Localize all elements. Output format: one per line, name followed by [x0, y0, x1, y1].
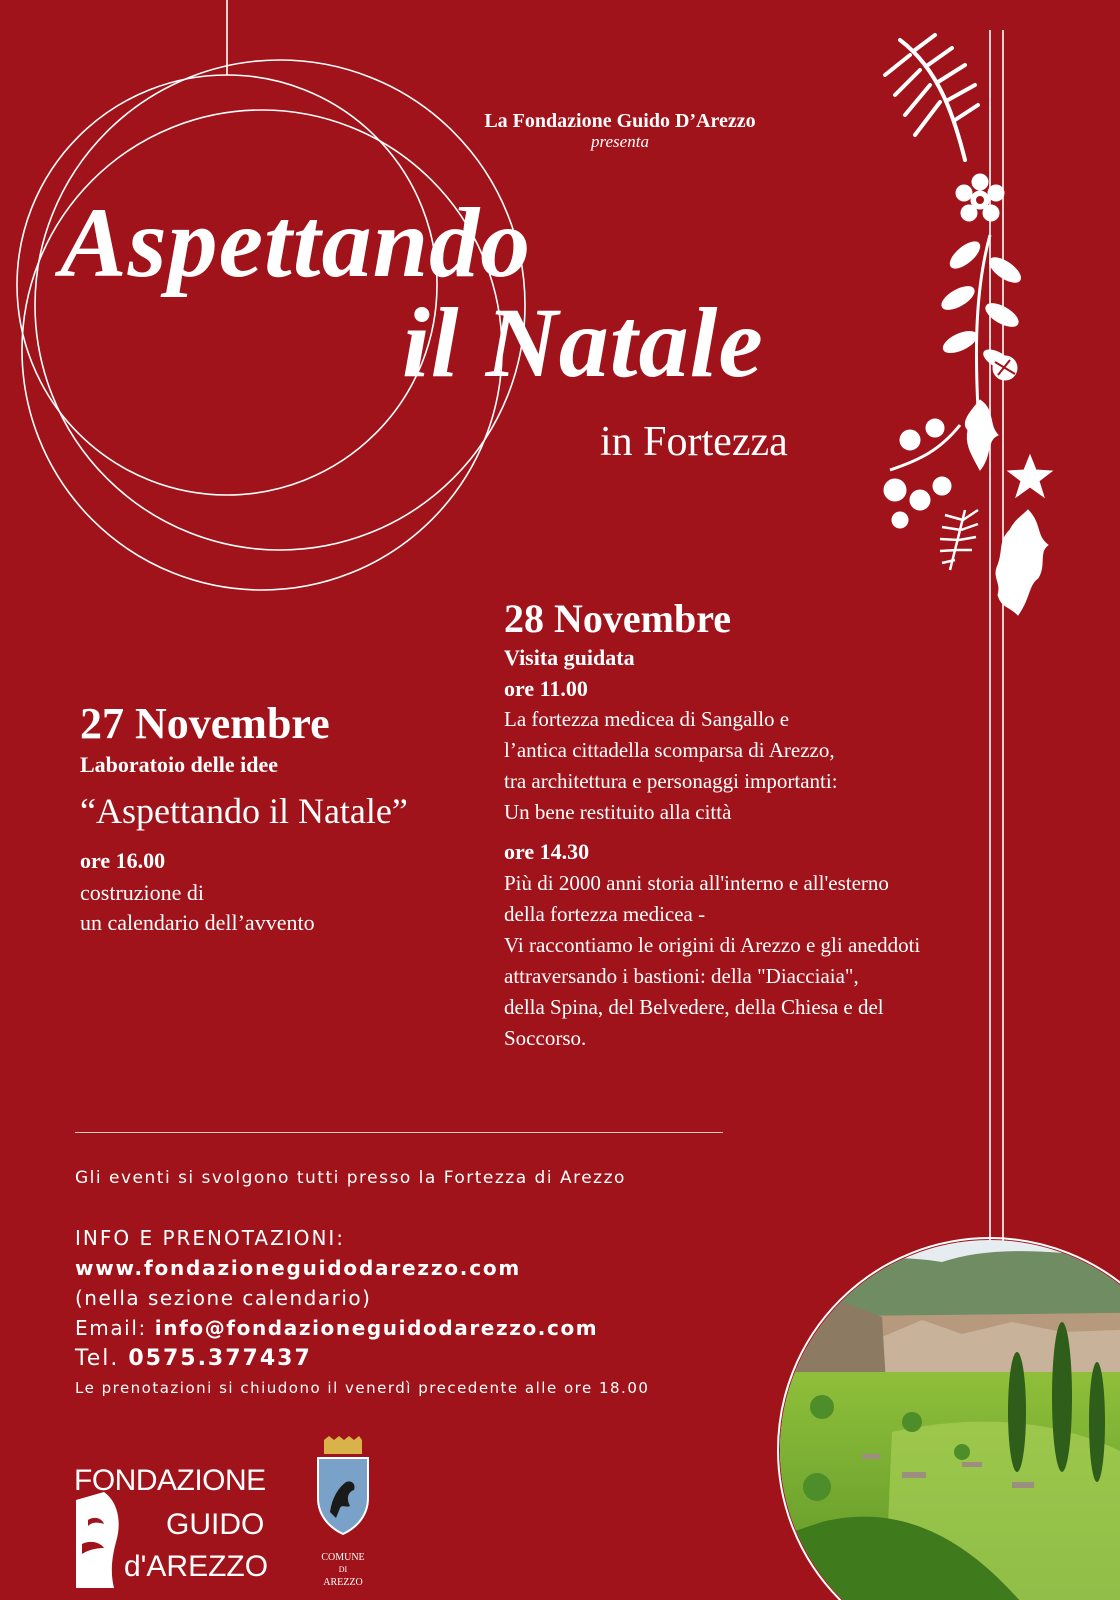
event-27-time: ore 16.00 [80, 848, 166, 873]
presenter-line: La Fondazione Guido D’Arezzo [484, 110, 756, 132]
title-line-2: il Natale [402, 287, 764, 398]
mistletoe-icon [938, 235, 1024, 410]
fern-icon [940, 510, 978, 570]
phone-number[interactable]: 0575.377437 [128, 1346, 312, 1371]
svg-text:GUIDO: GUIDO [166, 1508, 265, 1541]
desc-line: Un bene restituito alla città [504, 800, 732, 824]
info-heading: INFO E PRENOTAZIONI: [75, 1226, 346, 1250]
svg-text:d'AREZZO: d'AREZZO [124, 1550, 269, 1583]
booking-closing-note: Le prenotazioni si chiudono il venerdì precedente alle ore 18.00 [75, 1379, 650, 1397]
event-27-subtitle: Laboratoio delle idee [80, 752, 278, 777]
christmas-botanicals [880, 30, 1100, 650]
event-27-desc-line-1: costruzione di [80, 880, 205, 905]
email-link[interactable]: info@fondazioneguidodarezzo.com [154, 1316, 599, 1340]
title-line-1: Aspettando [60, 187, 532, 298]
fortress-garden-photo [762, 1222, 1120, 1600]
location-note: Gli eventi si svolgono tutti presso la Fortezza di Arezzo [75, 1168, 626, 1188]
svg-text:DI: DI [338, 1565, 348, 1574]
presents-label: presenta [591, 132, 649, 151]
desc-line: Vi raccontiamo le origini di Arezzo e gli aneddoti [504, 933, 921, 957]
desc-line: La fortezza medicea di Sangallo e [504, 707, 790, 731]
phone-line [75, 1346, 312, 1371]
event-27-quote: “Aspettando il Natale” [80, 791, 408, 831]
pine-branch-icon [885, 35, 978, 160]
flower-icon [956, 174, 1004, 221]
desc-line: Più di 2000 anni storia all'interno e all'esterno [504, 871, 889, 895]
desc-line: della Spina, del Belvedere, della Chiesa e del [504, 995, 884, 1019]
event-28-time-2: ore 14.30 [504, 839, 590, 864]
website-note: (nella sezione calendario) [75, 1286, 372, 1310]
email-label: Email: [75, 1316, 155, 1340]
ball-ornament-icon [993, 356, 1017, 380]
event-28-desc-1 [504, 704, 838, 828]
svg-text:AREZZO: AREZZO [323, 1577, 363, 1588]
tel-label: Tel. [75, 1346, 129, 1371]
title-subtitle: in Fortezza [600, 419, 788, 465]
desc-line: della fortezza medicea - [504, 902, 706, 926]
desc-line: attraversando i bastioni: della "Diacciaia", [504, 964, 859, 988]
event-27-date: 27 Novembre [80, 699, 330, 748]
svg-text:COMUNE: COMUNE [321, 1552, 365, 1563]
desc-line: Soccorso. [504, 1026, 587, 1050]
desc-line: tra architettura e personaggi importanti: [504, 769, 838, 793]
holly-leaf-icon [965, 400, 998, 470]
event-28-time-1: ore 11.00 [504, 676, 588, 701]
comune-arezzo-crest [312, 1436, 374, 1596]
website-link[interactable]: www.fondazioneguidodarezzo.com [75, 1256, 522, 1280]
desc-line: l’antica cittadella scomparsa di Arezzo, [504, 738, 835, 762]
email-line [75, 1316, 598, 1340]
event-27-desc-line-2: un calendario dell’avvento [80, 910, 315, 935]
star-icon [1008, 455, 1052, 497]
large-holly-leaf-icon [996, 510, 1048, 615]
fondazione-guido-darezzo-logo [74, 1462, 284, 1592]
event-28-desc-2 [504, 868, 920, 1054]
event-28-date: 28 Novembre [504, 596, 731, 641]
divider-line [75, 1132, 723, 1133]
svg-text:FONDAZIONE: FONDAZIONE [74, 1464, 266, 1497]
event-28-subtitle: Visita guidata [504, 645, 635, 670]
berries-icon [884, 419, 960, 528]
